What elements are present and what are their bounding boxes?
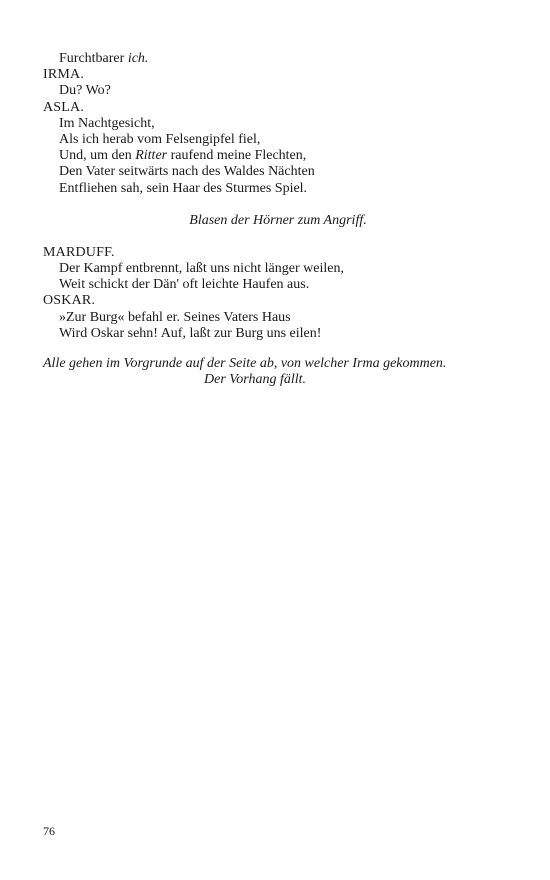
verse-line: Den Vater seitwärts nach des Waldes Nächten [59, 164, 315, 180]
spacer [43, 342, 513, 356]
stage-direction: Blasen der Hörner zum Angriff. [189, 212, 367, 228]
verse-line: Weit schickt der Dän' oft leichte Haufen aus. [59, 277, 310, 293]
page-body [43, 51, 513, 388]
verse-line: Du? Wo? [59, 83, 111, 99]
speaker-name-asla: ASLA. [43, 99, 85, 115]
verse-line [43, 51, 513, 67]
verse-text: Furchtbarer [59, 51, 128, 66]
spacer [43, 229, 513, 245]
verse-text: Und, um den [59, 148, 136, 164]
verse-italic-text: ich. [127, 51, 149, 66]
verse-text: raufend meine Flechten, [167, 148, 307, 164]
speaker-name-oskar: OSKAR. [43, 293, 96, 309]
verse-italic-text: Ritter [135, 148, 168, 164]
page-number: 76 [43, 824, 55, 838]
speaker-name-marduff: MARDUFF. [43, 244, 115, 260]
verse-line: Als ich herab vom Felsengipfel fiel, [59, 131, 261, 147]
verse-line [43, 148, 513, 164]
stage-direction-curtain: Der Vorhang fällt. [204, 372, 307, 388]
verse-line: Wird Oskar sehn! Auf, laßt zur Burg uns eilen! [59, 325, 322, 341]
verse-line: Im Nachtgesicht, [59, 115, 155, 131]
verse-line: Entfliehen sah, sein Haar des Sturmes Spiel. [59, 180, 308, 196]
verse-line: »Zur Burg« befahl er. Seines Vaters Haus [59, 309, 291, 325]
verse-line: Der Kampf entbrennt, laßt uns nicht länger weilen, [59, 261, 344, 277]
speaker-name-irma: IRMA. [43, 67, 85, 83]
stage-direction: Alle gehen im Vorgrunde auf der Seite ab, von welcher Irma gekommen. [43, 356, 447, 371]
spacer [43, 197, 513, 213]
